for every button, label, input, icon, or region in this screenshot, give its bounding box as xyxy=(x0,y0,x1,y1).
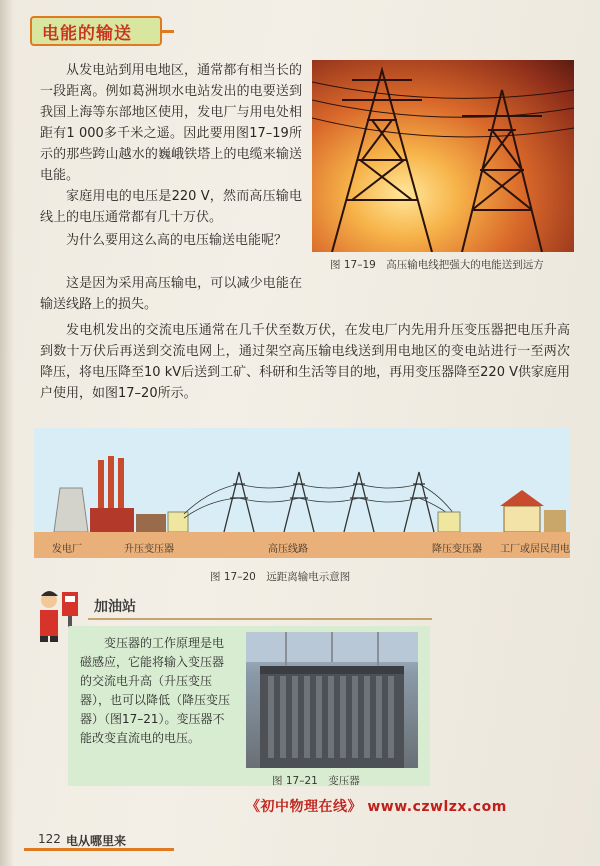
banner-accent xyxy=(162,30,174,33)
tower-silhouette-drawing xyxy=(312,60,574,252)
paragraph-answer: 这是因为采用高压输电，可以减少电能在输送线路上的损失。 xyxy=(40,276,302,312)
transmission-tower-photo xyxy=(312,60,574,252)
paragraph-transmission-process: 发电机发出的交流电压通常在几千伏至数万伏，在发电厂内先用升压变压器把电压升高到数十万伏后再送到交流电网上，通过架空高压输电线送到用电地区的变电站进行一至两次降压，将电压降至10 kV后送到工矿、科研和生活等目的地，再用变压器降至220 V供家庭用户使用，如图17–20所示。 xyxy=(40,323,570,401)
site-watermark: 《初中物理在线》 www.czwlzx.com xyxy=(246,799,507,815)
transmission-diagram-drawing xyxy=(34,428,570,532)
paragraph-distance: 从发电站到用电地区，通常都有相当长的一段距离。例如葛洲坝水电站发出的电要送到我国上海等东部地区使用，发电厂与用电处相距有1 000多千米之遥。因此要用图17–19所示的那些跨山越水的巍峨铁塔上的电缆来输送电能。 xyxy=(40,63,302,183)
diagram-label-user: 工厂或居民用电 xyxy=(500,544,570,555)
transformer-photo xyxy=(246,632,418,768)
diagram-label-plant: 发电厂 xyxy=(52,544,82,555)
diagram-label-line: 高压线路 xyxy=(268,544,308,555)
figure-17-21-caption: 图 17–21 变压器 xyxy=(272,775,360,787)
sidebar-divider xyxy=(88,618,432,620)
chapter-title: 电从哪里来 xyxy=(66,834,127,848)
section-title-banner xyxy=(30,16,162,46)
page-number: 122 xyxy=(38,832,61,846)
figure-17-20-caption: 图 17–20 远距离输电示意图 xyxy=(210,571,351,583)
diagram-label-step-up: 升压变压器 xyxy=(124,544,174,555)
transformer-drawing xyxy=(246,632,418,768)
sidebar-title: 加油站 xyxy=(94,599,136,615)
figure-17-19-caption: 图 17–19 高压输电线把强大的电能送到远方 xyxy=(330,259,544,271)
paragraph-household-voltage: 家庭用电的电压是220 V，然而高压输电线上的电压通常都有几十万伏。 xyxy=(40,189,302,225)
footer-accent-bar xyxy=(24,848,174,851)
transmission-diagram xyxy=(34,428,570,558)
diagram-label-step-down: 降压变压器 xyxy=(432,544,482,555)
paragraph-question: 为什么要用这么高的电压输送电能呢？ xyxy=(66,233,288,248)
sidebar-text: 变压器的工作原理是电磁感应，它能将输入变压器的交流电升高（升压变压器），也可以降低（降压变压器）（图17–21）。变压器不能改变直流电的电压。 xyxy=(80,636,231,745)
section-title: 电能的输送 xyxy=(42,23,132,44)
